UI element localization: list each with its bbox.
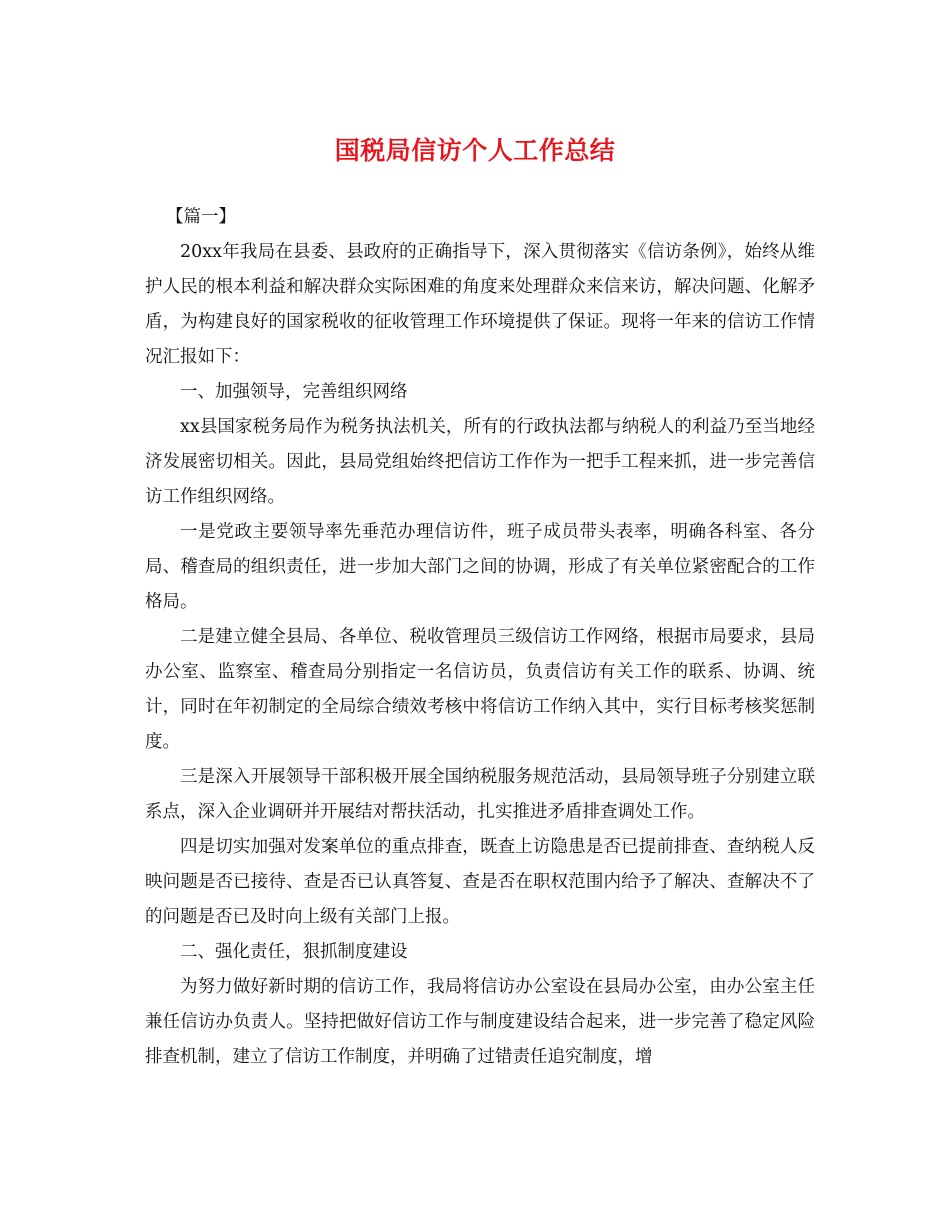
paragraph-intro: 20xx年我局在县委、县政府的正确指导下，深入贯彻落实《信访条例》，始终从维护人民的根本利益和解决群众实际困难的角度来处理群众来信来访，解决问题、化解矛盾，为构建良好的国家税收的征收管理工作环境提供了保证。现将一年来的信访工作情况汇报如下： bbox=[145, 242, 815, 367]
paragraph: 三是深入开展领导干部积极开展全国纳税服务规范活动，县局领导班子分别建立联系点，深入企业调研并开展结对帮扶活动，扎实推进矛盾排查调处工作。 bbox=[145, 767, 815, 822]
heading-section-1: 一、加强领导，完善组织网络 bbox=[180, 382, 408, 402]
section-tag: 【篇一】 bbox=[166, 207, 236, 227]
paragraph: 四是切实加强对发案单位的重点排查，既查上访隐患是否已提前排查、查纳税人反映问题是否已接待、查是否已认真答复、查是否在职权范围内给予了解决、查解决不了的问题是否已及时向上级有关部门上报。 bbox=[145, 837, 815, 927]
paragraph: 为努力做好新时期的信访工作，我局将信访办公室设在县局办公室，由办公室主任兼任信访办负责人。坚持把做好信访工作与制度建设结合起来，进一步完善了稳定风险排查机制，建立了信访工作制度，并明确了过错责任追究制度，增 bbox=[145, 977, 815, 1067]
document-body bbox=[145, 200, 815, 1075]
paragraph: xx县国家税务局作为税务执法机关，所有的行政执法都与纳税人的利益乃至当地经济发展密切相关。因此，县局党组始终把信访工作作为一把手工程来抓，进一步完善信访工作组织网络。 bbox=[145, 417, 815, 507]
document-title: 国税局信访个人工作总结 bbox=[334, 136, 616, 165]
paragraph: 一是党政主要领导率先垂范办理信访件，班子成员带头表率，明确各科室、各分局、稽查局的组织责任，进一步加大部门之间的协调，形成了有关单位紧密配合的工作格局。 bbox=[145, 522, 815, 612]
heading-section-2: 二、强化责任，狠抓制度建设 bbox=[180, 942, 408, 962]
paragraph: 二是建立健全县局、各单位、税收管理员三级信访工作网络，根据市局要求，县局办公室、监察室、稽查局分别指定一名信访员，负责信访有关工作的联系、协调、统计，同时在年初制定的全局综合绩效考核中将信访工作纳入其中，实行目标考核奖惩制度。 bbox=[145, 627, 815, 752]
